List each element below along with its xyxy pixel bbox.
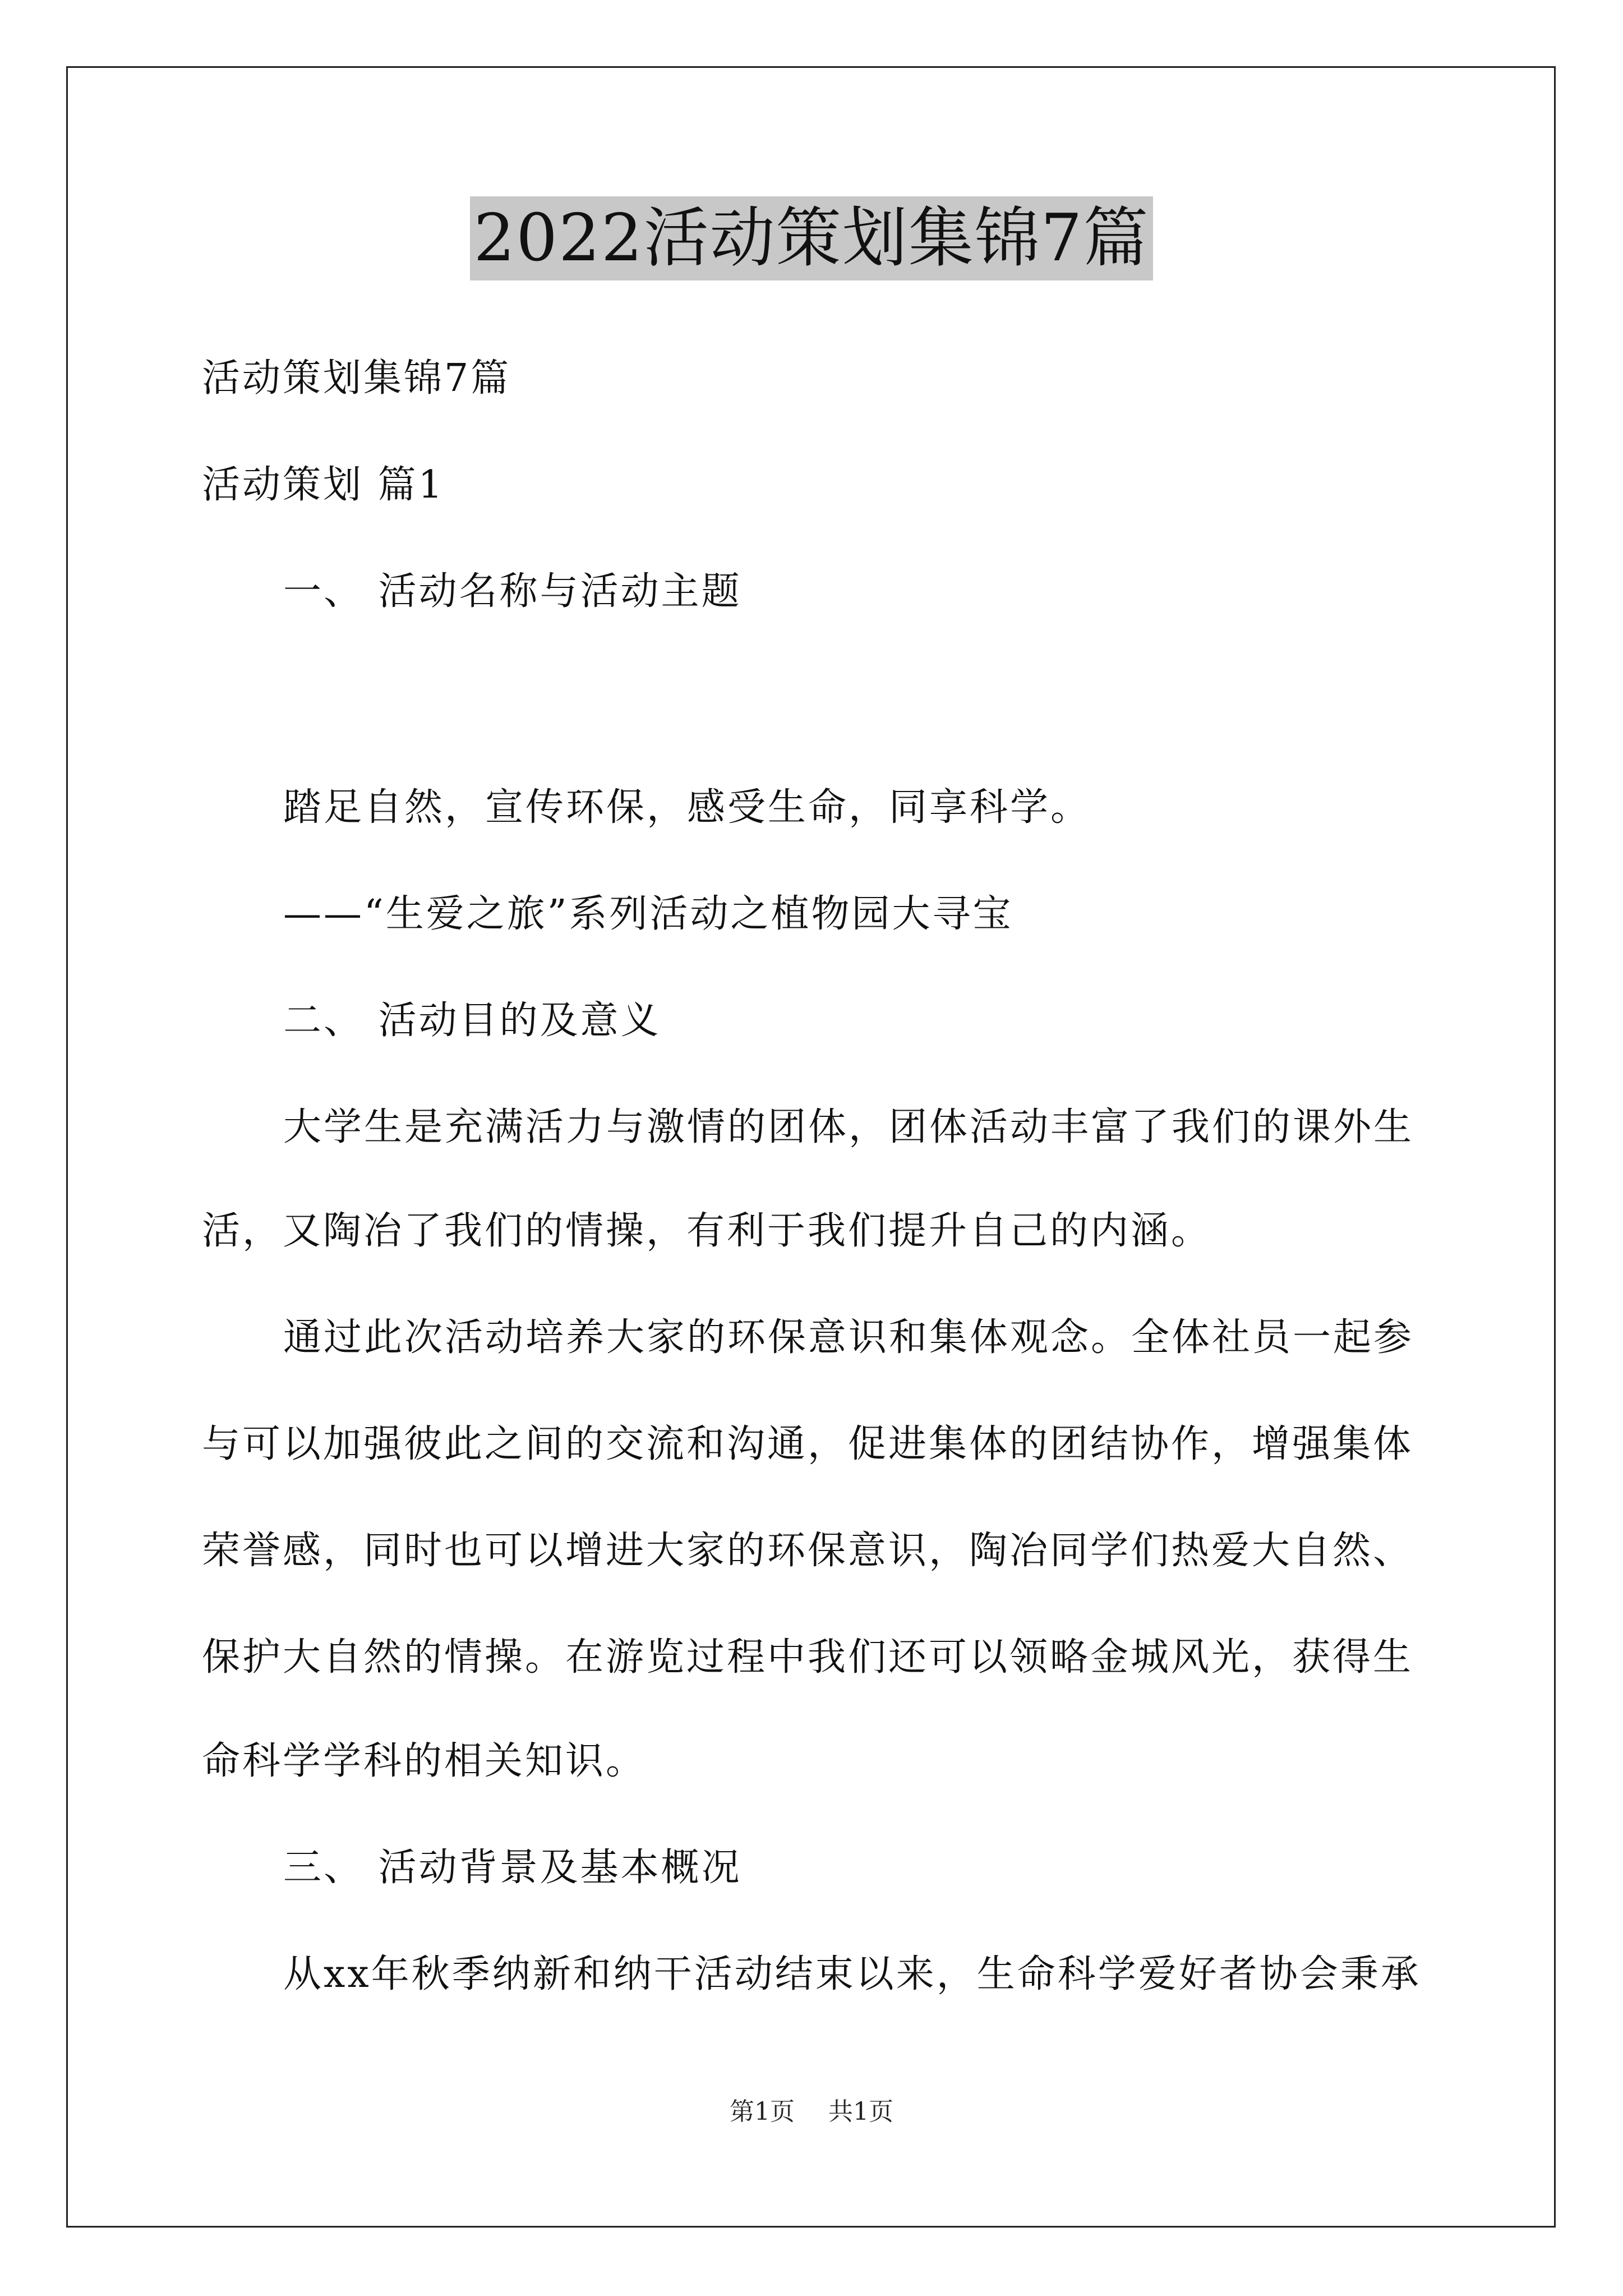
page-number-current: 第1页: [730, 2097, 795, 2126]
page-number-total: 共1页: [828, 2097, 893, 2126]
paragraph-line: 荣誉感，同时也可以增进大家的环保意识，陶冶同学们热爱大自然、: [202, 1529, 1414, 1573]
heading-activity-name: 一、 活动名称与活动主题: [283, 569, 742, 614]
section-heading: 活动策划 篇1: [202, 463, 445, 507]
document-subtitle: 活动策划集锦7篇: [202, 356, 511, 401]
heading-purpose: 二、 活动目的及意义: [283, 999, 661, 1043]
page-footer: [0, 2095, 1623, 2129]
heading-background: 三、 活动背景及基本概况: [283, 1846, 742, 1890]
paragraph-line: 保护大自然的情操。在游览过程中我们还可以领略金城风光，获得生: [202, 1635, 1414, 1680]
paragraph-line: 活，又陶冶了我们的情操，有利于我们提升自己的内涵。: [202, 1209, 1212, 1253]
document-title: 2022活动策划集锦7篇: [470, 196, 1152, 280]
paragraph-line: 与可以加强彼此之间的交流和沟通，促进集体的团结协作，增强集体: [202, 1422, 1414, 1466]
paragraph-line: 大学生是充满活力与激情的团体，团体活动丰富了我们的课外生: [283, 1105, 1414, 1149]
document-title-container: [0, 196, 1623, 280]
paragraph-line: ——“生爱之旅”系列活动之植物园大寻宝: [283, 892, 1013, 936]
paragraph-line: 通过此次活动培养大家的环保意识和集体观念。全体社员一起参: [283, 1315, 1414, 1360]
paragraph-line: 踏足自然，宣传环保，感受生命，同享科学。: [283, 785, 1091, 830]
paragraph-line: 从xx年秋季纳新和纳干活动结束以来，生命科学爱好者协会秉承: [283, 1952, 1421, 1996]
paragraph-line: 命科学学科的相关知识。: [202, 1739, 647, 1783]
